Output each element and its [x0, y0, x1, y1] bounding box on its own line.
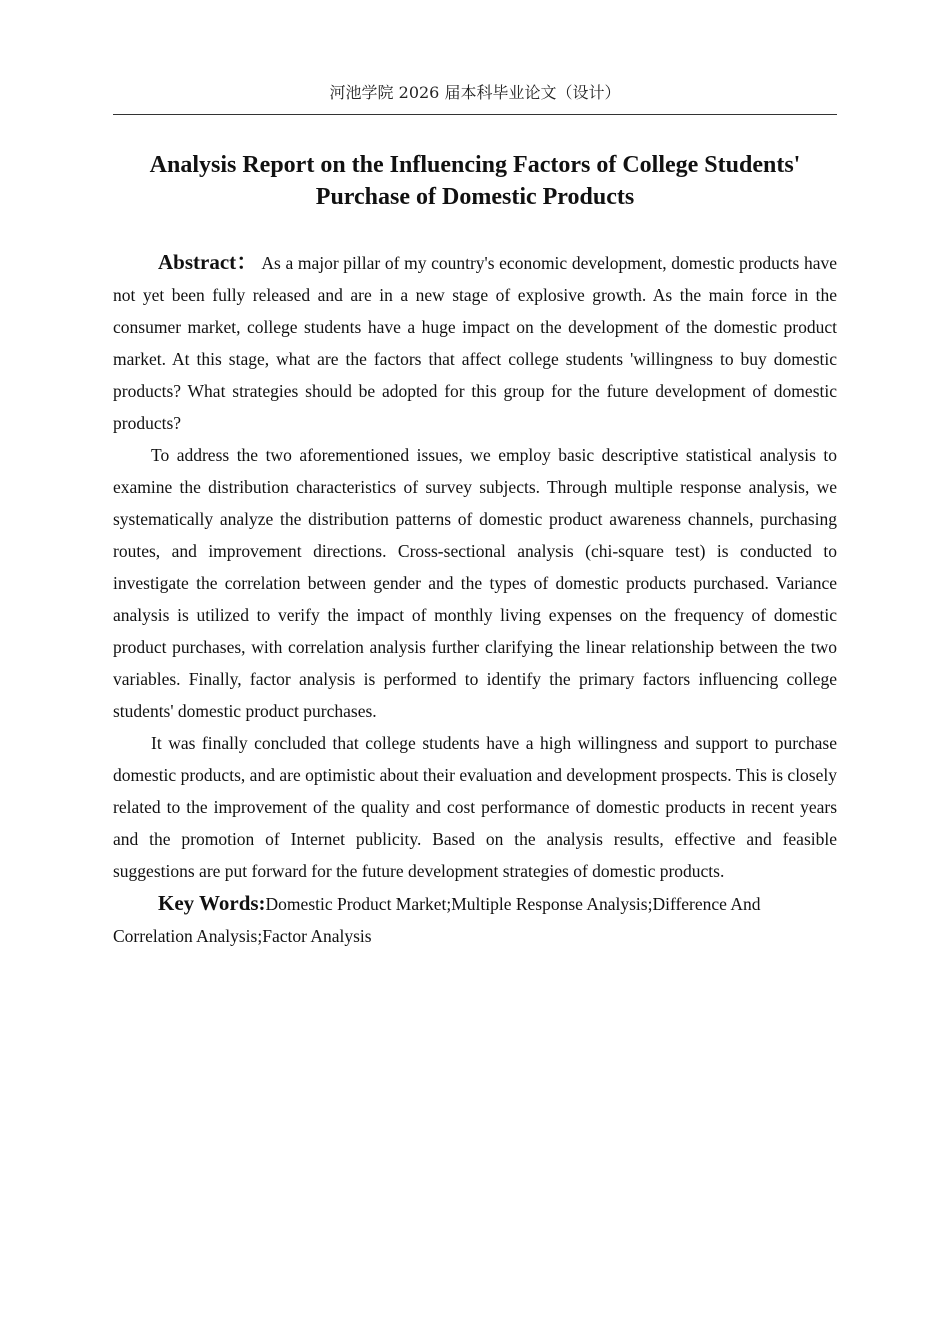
- abstract-section: [113, 246, 837, 952]
- abstract-paragraph-1: [113, 246, 837, 439]
- running-header: 河池学院 2026 届本科毕业论文（设计）: [329, 83, 621, 102]
- keywords-text: Domestic Product Market;Multiple Response Analysis;Difference And Correlation Analysis;Factor Analysis: [113, 894, 761, 946]
- keywords-paragraph: [113, 887, 837, 952]
- paper-title-line-1: Analysis Report on the Influencing Factors of College Students': [149, 152, 801, 178]
- abstract-paragraph-2: To address the two aforementioned issues, we employ basic descriptive statistical analysis to examine the distribution characteristics of survey subjects. Through multiple response analysis, we systematically analyze the distribution patterns of domestic product awareness channels, purchasing routes, and improvement directions. Cross-sectional analysis (chi-square test) is conducted to investigate the correlation between gender and the types of domestic products purchased. Variance analysis is utilized to verify the impact of monthly living expenses on the frequency of domestic product purchases, with correlation analysis further clarifying the linear relationship between the two variables. Finally, factor analysis is performed to identify the primary factors influencing college students' domestic product purchases.: [113, 445, 837, 721]
- abstract-label: Abstract：: [158, 250, 258, 274]
- paper-title: [113, 149, 837, 213]
- abstract-paragraph-1-text: As a major pillar of my country's economic development, domestic products have not yet been fully released and are in a new stage of explosive growth. As the main force in the consumer market, college students have a huge impact on the development of the domestic product market. At this stage, what are the factors that affect college students 'willingness to buy domestic products? What strategies should be adopted for this group for the future development of domestic products?: [113, 253, 837, 433]
- abstract-paragraph-3: It was finally concluded that college students have a high willingness and support to purchase domestic products, and are optimistic about their evaluation and development prospects. This is closely related to the improvement of the quality and cost performance of domestic products in recent years and the promotion of Internet publicity. Based on the analysis results, effective and feasible suggestions are put forward for the future development strategies of domestic products.: [113, 733, 837, 881]
- paper-title-line-2: Purchase of Domestic Products: [315, 184, 635, 210]
- header-divider: [113, 114, 837, 115]
- keywords-label: Key Words:: [158, 891, 266, 915]
